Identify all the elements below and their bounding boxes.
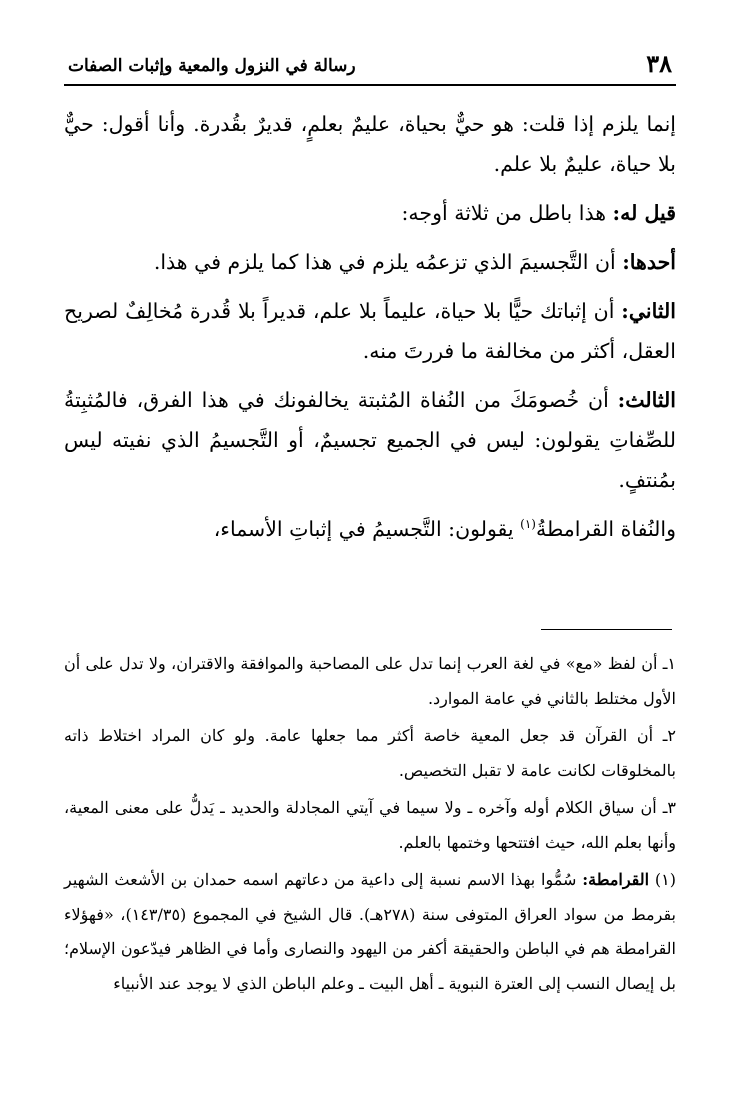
reply-text: هذا باطل من ثلاثة أوجه: (401, 201, 613, 225)
reply-lead: قيل له: (612, 201, 676, 225)
running-title: رسالة في النزول والمعية وإثبات الصفات (68, 56, 356, 76)
note-point-2: ٢ـ أن القرآن قد جعل المعية خاصة أكثر مما جعلها عامة. ولو كان المراد اختلاط ذاته بالمخلوقات لكانت عامة لا تقبل التخصيص. (64, 726, 676, 780)
footnote-1-lead: القرامطة: (582, 870, 650, 889)
paragraph-qaramita (64, 509, 676, 549)
footnotes-area (64, 647, 676, 1001)
main-text (64, 104, 676, 549)
note-point-3: ٣ـ أن سياق الكلام أوله وآخره ـ ولا سيما في آيتي المجادلة والحديد ـ يَدلُّ على معنى المعية، وأنها بعلم الله، حيث افتتحها وختمها بالعلم. (64, 798, 677, 852)
first-aspect-text: أن التَّجسيمَ الذي تزعمُه يلزم في هذا كما يلزم في هذا. (153, 250, 623, 274)
paragraph-third-aspect (64, 380, 676, 500)
footnote-1-number: (١) (654, 870, 676, 889)
second-aspect-text: أن إثباتك حيًّا بلا حياة، عليماً بلا علم، قديراً بلا قُدرة مُخالِفٌ لصريح العقل، أكثر من مخالفة ما فررتَ منه. (64, 299, 676, 363)
footnote-1 (64, 863, 676, 1001)
first-aspect-lead: أحدها: (622, 250, 676, 274)
paragraph-first-aspect (64, 242, 676, 282)
page-number: ٣٨ (646, 49, 672, 78)
footnote-reference-1: (١) (520, 517, 536, 532)
qaramita-text-start: والنُفاة القرامطةُ (535, 517, 676, 541)
paragraph-reply (64, 193, 676, 233)
third-aspect-text: أن خُصومَكَ من النُفاة المُثبتة يخالفونك في هذا الفرق، فالمُثبِتةُ للصِّفاتِ يقولون: ليس في الجميع تجسيمٌ، أو التَّجسيمُ الذي نفيته ليس بمُنتفٍ. (64, 388, 676, 492)
footnote-separator (541, 629, 672, 630)
note-point-1: ١ـ أن لفظ «مع» في لغة العرب إنما تدل على المصاحبة والموافقة والاقتران، ولا تدل على أن الأول مختلط بالثاني في عامة الموارد. (64, 654, 676, 708)
qaramita-text-end: يقولون: التَّجسيمُ في إثباتِ الأسماء، (213, 517, 521, 541)
second-aspect-lead: الثاني: (621, 299, 676, 323)
running-head (64, 44, 676, 86)
paragraph-intro: إنما يلزم إذا قلت: هو حيٌّ بحياة، عليمٌ بعلمٍ، قديرٌ بقُدرة. وأنا أقول: حيٌّ بلا حياة، عليمٌ بلا علم. (64, 112, 676, 176)
footnote-1-text: سُمُّوا بهذا الاسم نسبة إلى داعية من دعاتهم اسمه حمدان بن الأشعث الشهير بقرمط من سواد العراق المتوفى سنة (٢٧٨هـ). قال الشيخ في المجموع (١٤٣/٣٥)، «فهؤلاء القرامطة هم في الباطن والحقيقة أكفر من اليهود والنصارى وأما في الظاهر فيدّعون الإسلام؛ بل إيصال النسب إلى العترة النبوية ـ أهل البيت ـ وعلم الباطن الذي لا يوجد عند الأنبياء (64, 870, 677, 993)
paragraph-second-aspect (64, 291, 676, 371)
third-aspect-lead: الثالث: (617, 388, 676, 412)
